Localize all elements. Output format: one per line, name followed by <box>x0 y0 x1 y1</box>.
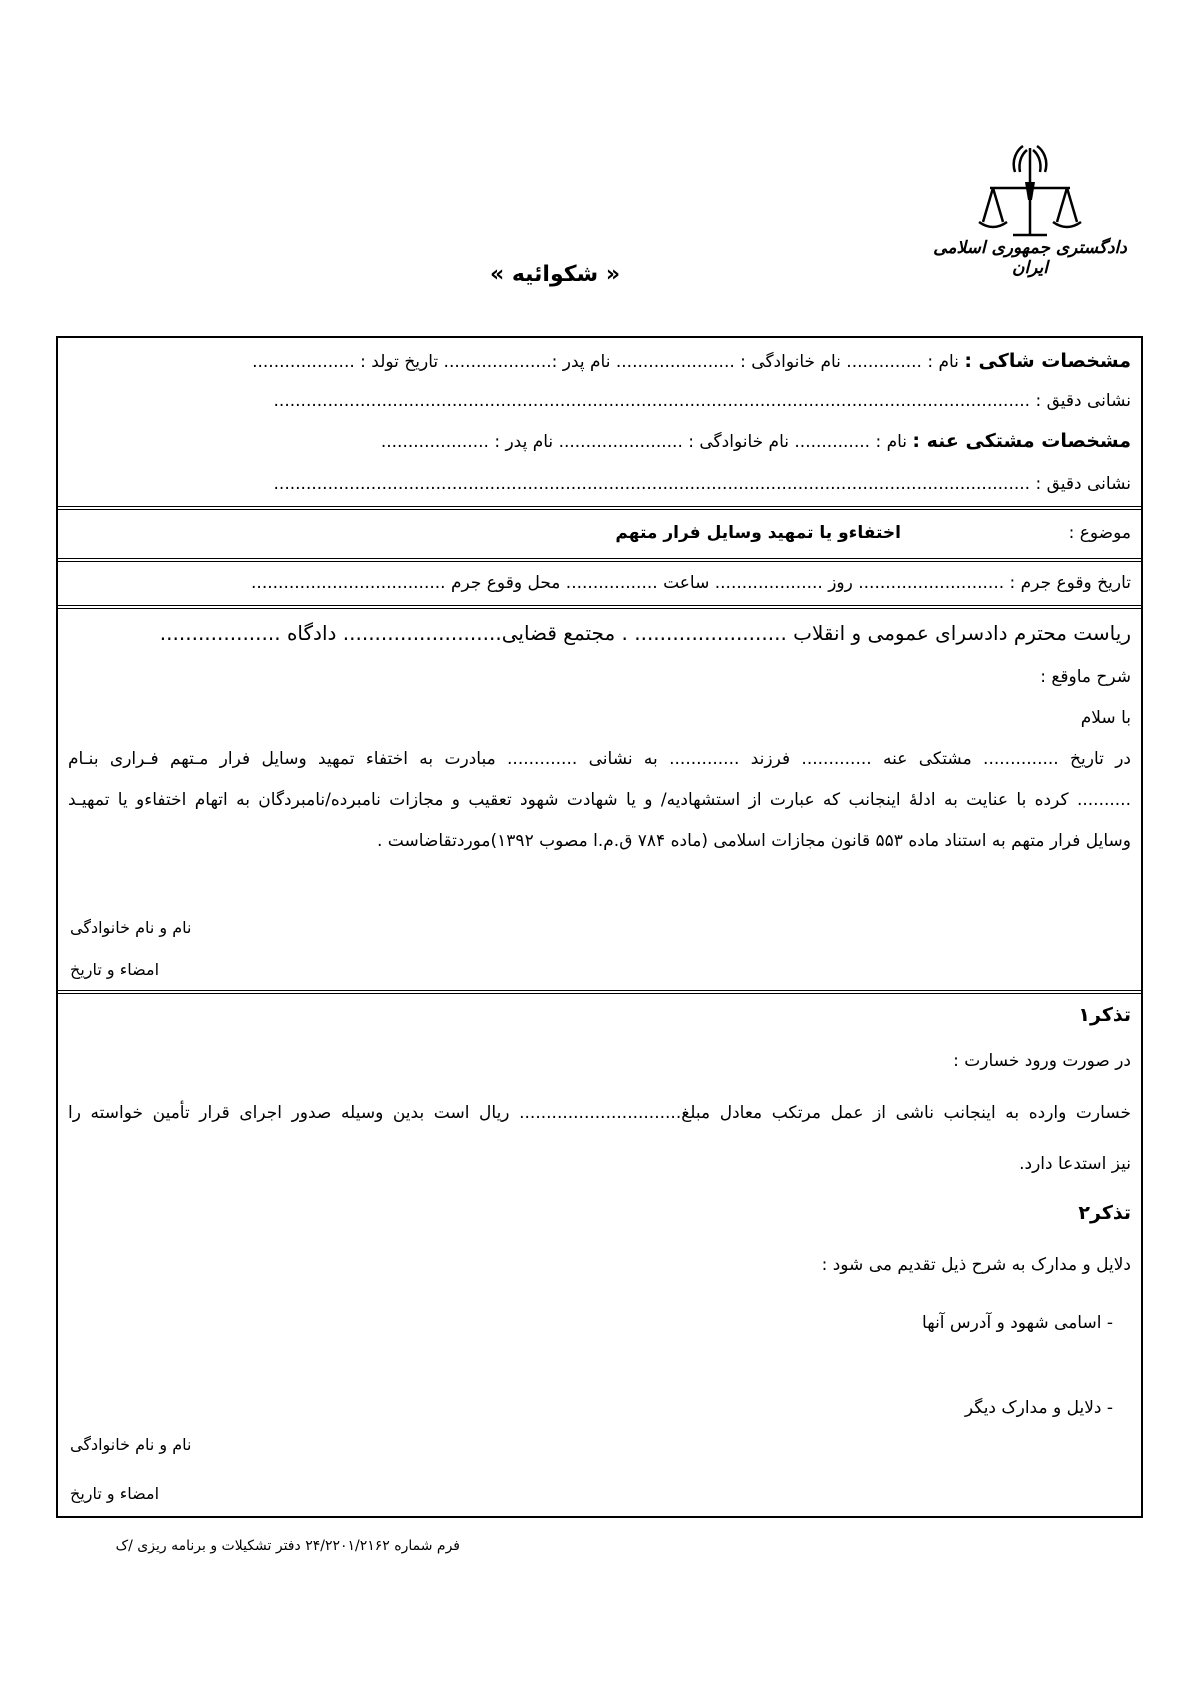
petition-body-line: در تاریخ .............. مشتکی عنه ............. فرزند ............. به نشانی ............. مبادرت به اختفاء تمهید وسایل فرار مـتهم فـراری بنـام <box>68 749 1131 769</box>
petition-body-line: .......... کرده با عنایت به ادلهٔ اینجانب که عبارت از استشهادیه/ و یا شهادت شهود تعقیب و مجازات نامبرده/نامبردگان به اتهام اختفاءو یا تمهیـد <box>68 790 1131 810</box>
subject-value: اختفاءو یا تمهید وسایل فرار متهم <box>615 523 901 543</box>
description-label: شرح ماوقع : <box>1040 667 1131 687</box>
complainant-address[interactable]: نشانی دقیق : ............................................................................................................................................ <box>273 391 1131 411</box>
complainant-label: مشخصات شاکی : <box>964 350 1131 372</box>
signature-date-label: امضاء و تاریخ <box>70 1484 160 1503</box>
divider <box>58 990 1141 994</box>
document-title: « شکوائیه » <box>489 262 621 287</box>
subject-label: موضوع : <box>1068 523 1131 543</box>
note1-line: خسارت وارده به اینجانب ناشی از عمل مرتکب معادل مبلغ.............................. ریال است بدین وسیله صدور اجرای قرار تأمین خواسته را <box>68 1103 1131 1123</box>
signature-name-label: نام و نام خانوادگی <box>70 918 192 937</box>
signature-name-label: نام و نام خانوادگی <box>70 1435 192 1454</box>
note2-list-item: - اسامی شهود و آدرس آنها <box>922 1313 1113 1333</box>
note1-title: تذکر۱ <box>1078 1004 1131 1026</box>
complaint-form <box>56 336 1143 1518</box>
note2-list-item: - دلایل و مدارک دیگر <box>964 1398 1113 1418</box>
defendant-label: مشخصات مشتکی عنه : <box>912 430 1131 452</box>
complainant-fields[interactable]: نام : .............. نام خانوادگی : ...................... نام پدر :.................... تاریخ تولد : ................... <box>252 352 959 372</box>
divider <box>58 506 1141 510</box>
divider <box>58 605 1141 609</box>
defendant-address[interactable]: نشانی دقیق : ............................................................................................................................................ <box>273 474 1131 494</box>
form-number: فرم شماره ۲۴/۲۲۰۱/۲۱۶۲ دفتر تشکیلات و برنامه ریزی /ک <box>115 1538 460 1554</box>
crime-time-row[interactable]: تاریخ وقوع جرم : ........................... روز .................... ساعت ................. محل وقوع جرم .................................... <box>251 573 1131 593</box>
signature-date-label: امضاء و تاریخ <box>70 960 160 979</box>
defendant-fields[interactable]: نام : .............. نام خانوادگی : ....................... نام پدر : .................... <box>380 432 908 452</box>
petition-body-line: وسایل فرار متهم به استناد ماده ۵۵۳ قانون مجازات اسلامی (ماده ۷۸۴ ق.م.ا مصوب ۱۳۹۲)موردتقاضاست . <box>377 831 1131 851</box>
org-name: دادگستری جمهوری اسلامی ایران <box>933 238 1127 278</box>
defendant-row <box>68 428 1131 455</box>
note2-line: دلایل و مدارک به شرح ذیل تقدیم می شود : <box>821 1255 1131 1275</box>
addressee-line: ریاست محترم دادسرای عمومی و انقلاب ........................ . مجتمع قضایی......................... دادگاه ................... <box>159 621 1131 645</box>
note1-line: در صورت ورود خسارت : <box>953 1051 1131 1071</box>
divider <box>58 558 1141 562</box>
note1-line: نیز استدعا دارد. <box>1019 1154 1131 1174</box>
greeting: با سلام <box>1080 708 1131 728</box>
judiciary-emblem-icon <box>975 140 1085 250</box>
note2-title: تذکر۲ <box>1078 1202 1131 1224</box>
complainant-row <box>68 348 1131 375</box>
subject-row <box>68 520 1131 546</box>
